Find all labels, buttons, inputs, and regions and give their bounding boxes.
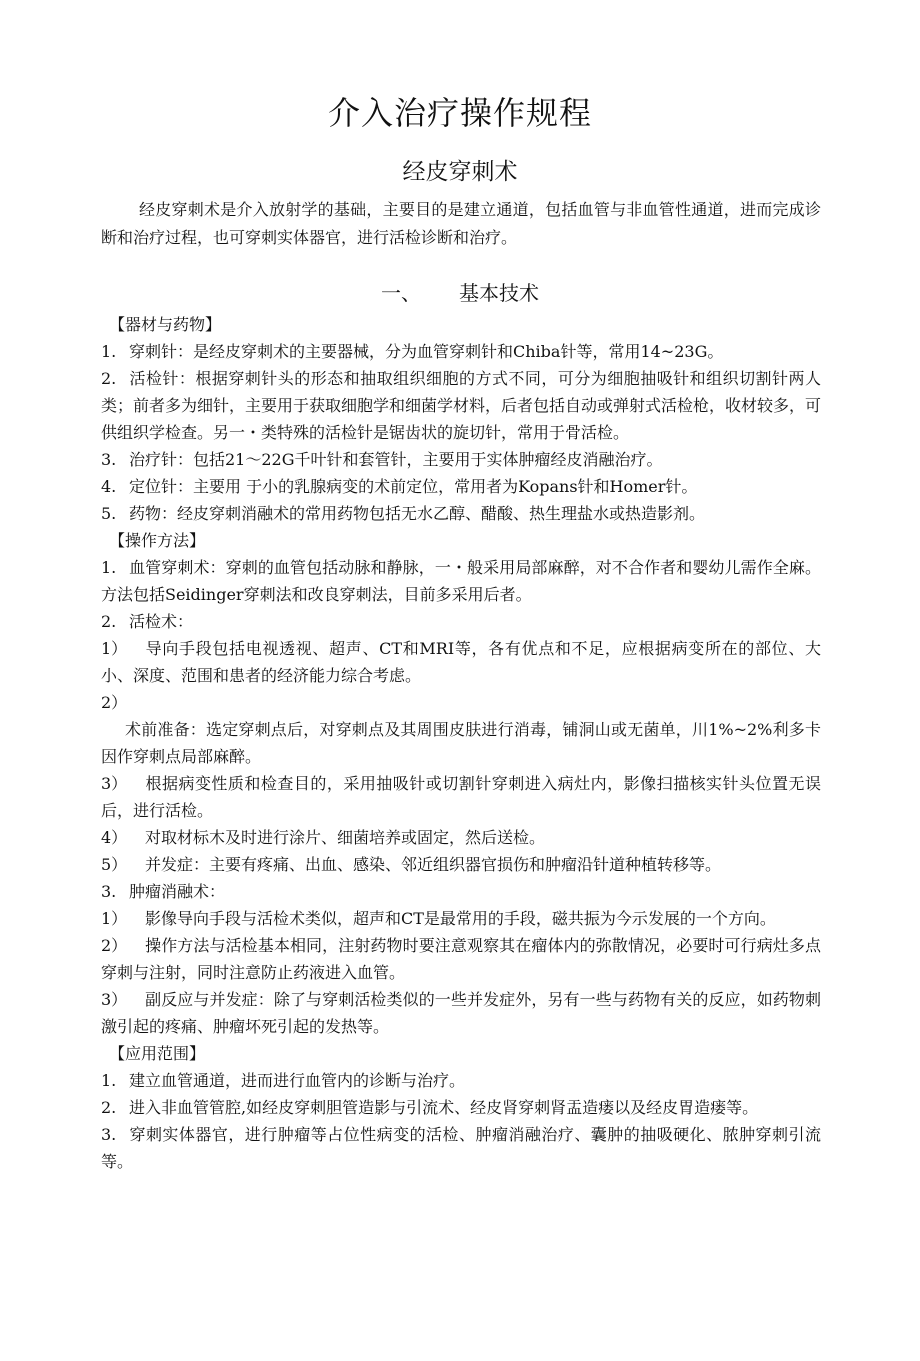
method-biopsy-title <box>101 608 821 635</box>
section-title: 基本技术 <box>459 281 539 305</box>
ablation-step <box>101 905 821 932</box>
method-vascular <box>101 554 821 608</box>
step-text: 根据病变性质和检查目的，采用抽吸针或切割针穿刺进入病灶内，影像扫描核实针头位置无误后，进行活检。 <box>101 774 821 820</box>
equipment-item <box>101 473 821 500</box>
item-text: 建立血管通道，进而进行血管内的诊断与治疗。 <box>129 1071 466 1090</box>
equipment-item <box>101 338 821 365</box>
item-text: 血管穿刺术：穿刺的血管包括动脉和静脉，一・般采用局部麻醉，对不合作者和婴幼儿需作全麻。方法包括Seidinger穿刺法和改良穿刺法，目前多采用后者。 <box>101 558 821 604</box>
step-label: 1） <box>101 639 128 658</box>
item-label: 2. <box>101 612 117 631</box>
item-label: 5. <box>101 504 117 523</box>
item-text: 定位针：主要用 于小的乳腺病变的术前定位，常用者为Kopans针和Homer针。 <box>129 477 698 496</box>
step-label: 4） <box>101 828 128 847</box>
item-label: 3. <box>101 882 117 901</box>
step-text: 导向手段包括电视透视、超声、CT和MRI等，各有优点和不足，应根据病变所在的部位、大小、深度、范围和患者的经济能力综合考虑。 <box>101 639 821 685</box>
document-subtitle: 经皮穿刺术 <box>402 159 518 185</box>
step-label: 1） <box>101 909 128 928</box>
biopsy-step <box>101 824 821 851</box>
item-text: 肿瘤消融术： <box>129 882 226 901</box>
equipment-item <box>101 500 821 527</box>
ablation-step <box>101 986 821 1040</box>
item-label: 4. <box>101 477 117 496</box>
step-label: 2） <box>101 936 128 955</box>
item-text: 穿刺针：是经皮穿刺术的主要器械，分为血管穿刺针和Chiba针等，常用14~23G。 <box>129 342 724 361</box>
step-text: 副反应与并发症：除了与穿刺活检类似的一些并发症外，另有一些与药物有关的反应，如药物刺激引起的疼痛、肿瘤坏死引起的发热等。 <box>101 990 821 1036</box>
equipment-item <box>101 365 821 446</box>
item-label: 3. <box>101 450 117 469</box>
methods-heading: 【操作方法】 <box>109 531 206 550</box>
step-text: 对取材标木及时进行涂片、细菌培养或固定，然后送检。 <box>145 828 546 847</box>
item-text: 药物：经皮穿刺消融术的常用药物包括无水乙醇、醋酸、热生理盐水或热造影剂。 <box>129 504 706 523</box>
equipment-item <box>101 446 821 473</box>
biopsy-step <box>101 770 821 824</box>
scope-item <box>101 1121 821 1175</box>
step-text: 操作方法与活检基本相同，注射药物时要注意观察其在瘤体内的弥散情况，必要时可行病灶多点穿刺与注射，同时注意防止药液进入血管。 <box>101 936 821 982</box>
step-label: 3） <box>101 774 128 793</box>
document-body <box>101 311 821 1175</box>
biopsy-step-label: 2） <box>101 693 128 712</box>
step-label: 3） <box>101 990 128 1009</box>
item-text: 治疗针：包括21～22G千叶针和套管针，主要用于实体肿瘤经皮消融治疗。 <box>129 450 663 469</box>
scope-item <box>101 1067 821 1094</box>
equipment-heading: 【器材与药物】 <box>109 315 222 334</box>
ablation-step <box>101 932 821 986</box>
section-number: 一、 <box>381 281 421 305</box>
biopsy-step <box>101 635 821 689</box>
method-ablation-title <box>101 878 821 905</box>
item-text: 进入非血管管腔,如经皮穿刺胆管造影与引流术、经皮肾穿刺肾盂造瘘以及经皮胃造瘘等。 <box>129 1098 759 1117</box>
item-text: 活检针：根据穿刺针头的形态和抽取组织细胞的方式不同，可分为细胞抽吸针和组织切割针两人类；前者多为细针，主要用于获取细胞学和细菌学材料，后者包括自动或弹射式活检枪，收材较多，可供组织学检查。另一・类特殊的活检针是锯齿状的旋切针，常用于骨活检。 <box>101 369 822 442</box>
document-title: 介入治疗操作规程 <box>327 94 592 132</box>
item-label: 1. <box>101 342 117 361</box>
item-label: 2. <box>101 1098 117 1117</box>
section-heading <box>0 277 920 306</box>
biopsy-step <box>101 851 821 878</box>
item-text: 活检术： <box>129 612 194 631</box>
biopsy-step-text: 术前准备：选定穿刺点后，对穿刺点及其周围皮肤进行消毒，铺洞山或无菌单，川1%~2%利多卡因作穿刺点局部麻醉。 <box>101 720 821 766</box>
item-label: 3. <box>101 1125 117 1144</box>
item-label: 2. <box>101 369 117 388</box>
item-label: 1. <box>101 558 117 577</box>
step-text: 并发症：主要有疼痛、出血、感染、邻近组织器官损伤和肿瘤沿针道种植转移等。 <box>145 855 722 874</box>
scope-heading: 【应用范围】 <box>109 1044 206 1063</box>
item-text: 穿刺实体器官，进行肿瘤等占位性病变的活检、肿瘤消融治疗、囊肿的抽吸硬化、脓肿穿刺引流等。 <box>101 1125 821 1171</box>
step-text: 影像导向手段与活检术类似，超声和CT是最常用的手段，磁共振为今示发展的一个方向。 <box>145 909 776 928</box>
intro-paragraph: 经皮穿刺术是介入放射学的基础，主要目的是建立通道，包括血管与非血管性通道，进而完成诊断和治疗过程，也可穿刺实体器官，进行活检诊断和治疗。 <box>101 200 821 247</box>
scope-item <box>101 1094 821 1121</box>
step-label: 5） <box>101 855 128 874</box>
item-label: 1. <box>101 1071 117 1090</box>
